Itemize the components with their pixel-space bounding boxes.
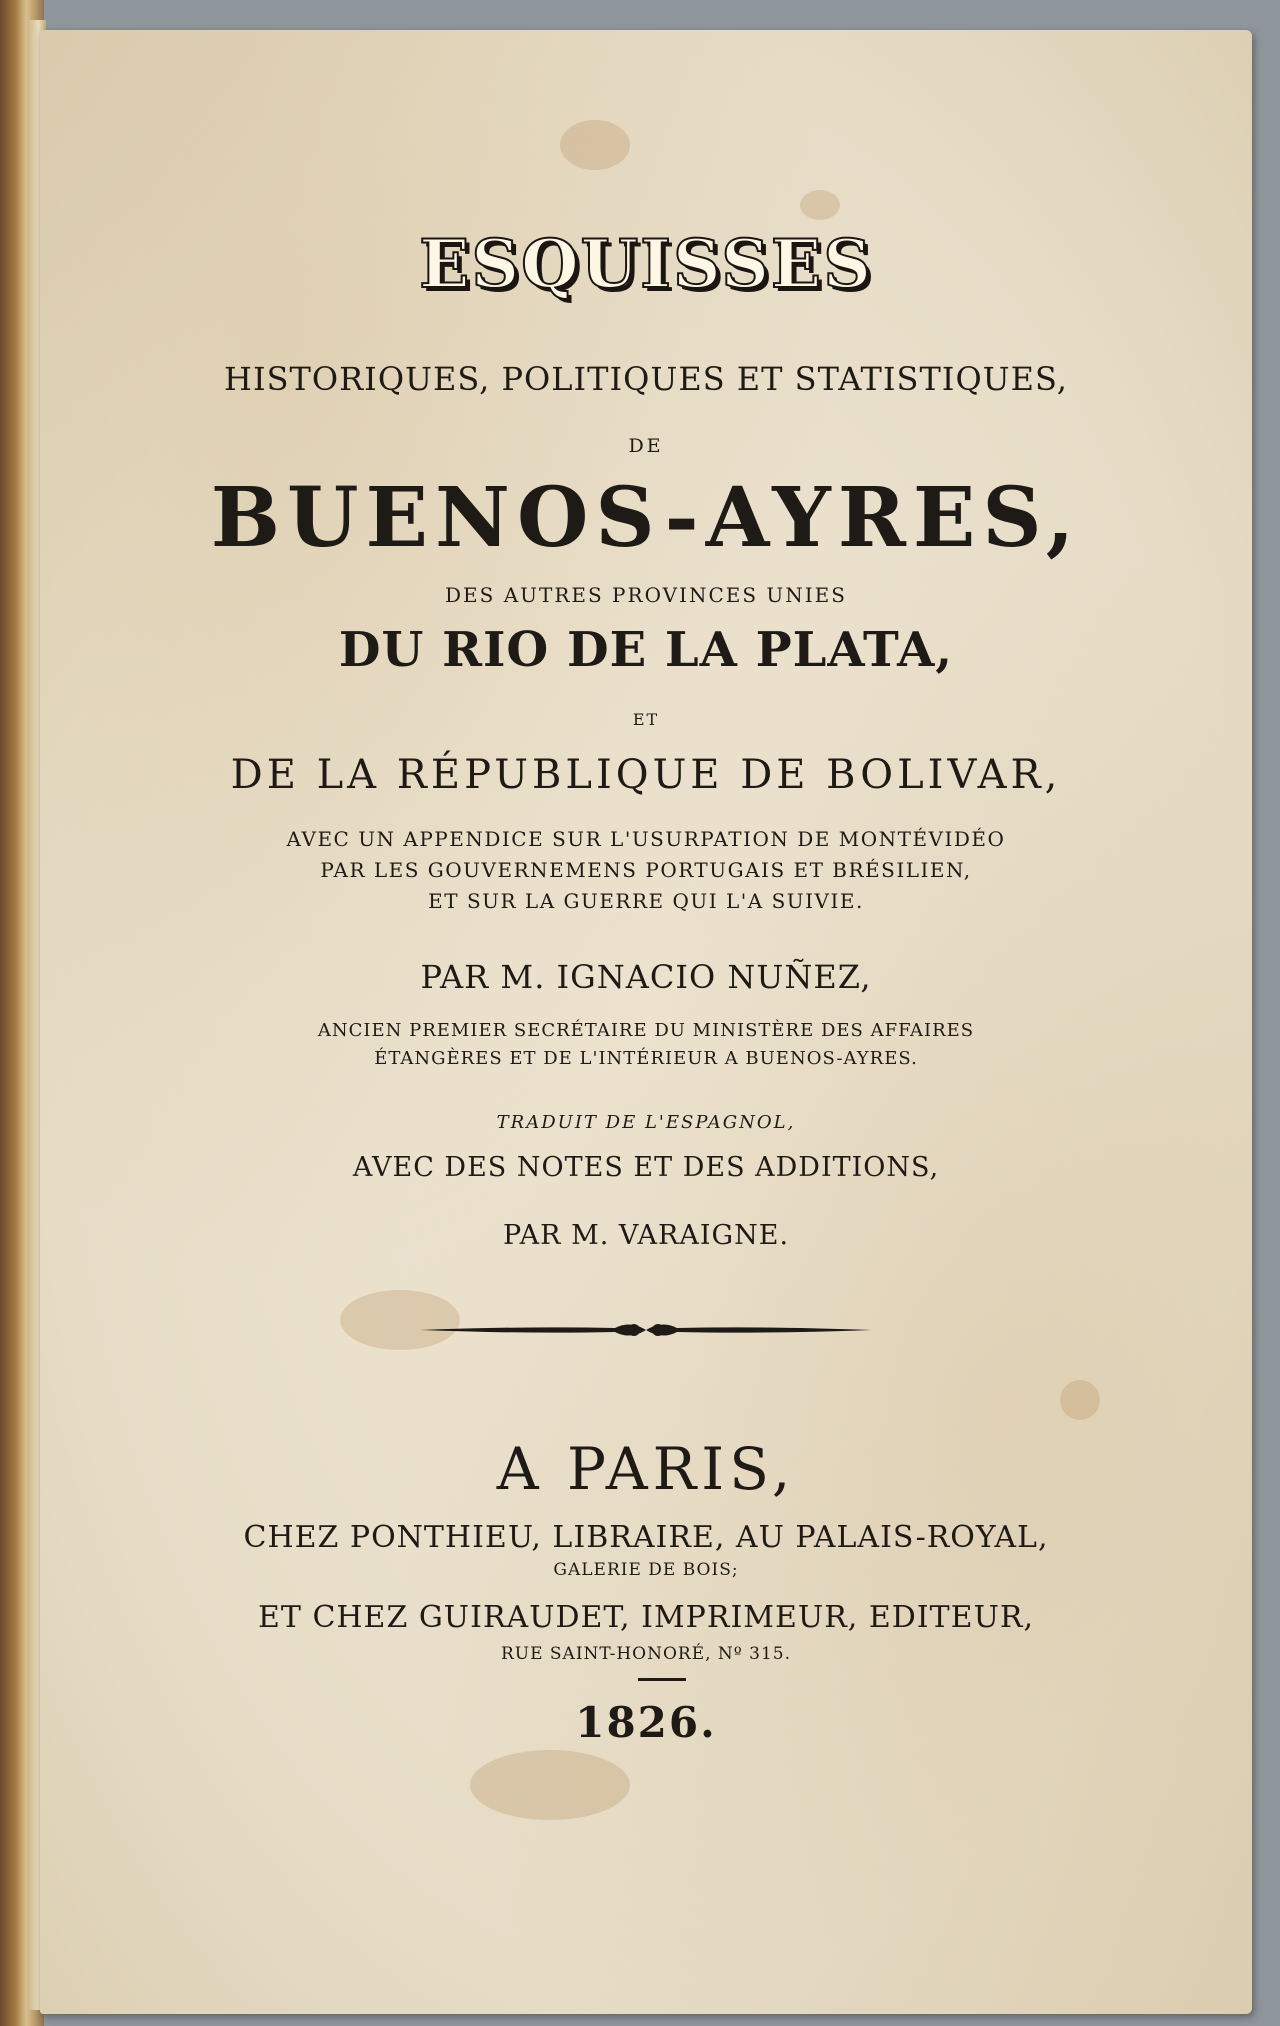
- foxing-spot: [470, 1750, 630, 1820]
- publisher-line: CHEZ PONTHIEU, LIBRAIRE, AU PALAIS-ROYAL,: [243, 1520, 1049, 1555]
- notes-line: AVEC DES NOTES ET DES ADDITIONS,: [352, 1152, 940, 1183]
- translator-line: PAR M. VARAIGNE.: [502, 1220, 790, 1251]
- main-title: ESQUISSES: [419, 225, 873, 303]
- rio-de-la-plata: DU RIO DE LA PLATA,: [338, 622, 954, 678]
- subtitle: HISTORIQUES, POLITIQUES ET STATISTIQUES,: [224, 360, 1068, 398]
- appendix-line: ET SUR LA GUERRE QUI L'A SUIVIE.: [428, 889, 864, 913]
- republique-line: DE LA RÉPUBLIQUE DE BOLIVAR,: [230, 752, 1062, 798]
- publisher-address: GALERIE DE BOIS;: [553, 1560, 739, 1580]
- paris-line: A PARIS,: [496, 1435, 796, 1503]
- et-line: ET: [632, 710, 660, 729]
- title-page: [40, 30, 1252, 2014]
- author-role: ÉTANGÈRES ET DE L'INTÉRIEUR A BUENOS-AYRES.: [374, 1048, 918, 1069]
- translated-line: TRADUIT DE L'ESPAGNOL,: [496, 1112, 796, 1133]
- foxing-spot: [560, 120, 630, 170]
- autres-provinces: DES AUTRES PROVINCES UNIES: [445, 583, 847, 607]
- short-rule: [638, 1678, 686, 1681]
- author-role: ANCIEN PREMIER SECRÉTAIRE DU MINISTÈRE DES AFFAIRES: [317, 1020, 975, 1041]
- publisher-line: ET CHEZ GUIRAUDET, IMPRIMEUR, EDITEUR,: [258, 1600, 1034, 1635]
- appendix-line: AVEC UN APPENDICE SUR L'USURPATION DE MONTÉVIDÉO: [286, 827, 1006, 851]
- ornament-rule: [420, 1315, 872, 1345]
- city-title: BUENOS-AYRES,: [210, 470, 1082, 566]
- foxing-spot: [800, 190, 840, 220]
- publisher-address: RUE SAINT-HONORÉ, Nº 315.: [500, 1644, 792, 1664]
- author-line: PAR M. IGNACIO NUÑEZ,: [420, 958, 872, 996]
- publication-year: 1826.: [575, 1698, 717, 1747]
- appendix-line: PAR LES GOUVERNEMENS PORTUGAIS ET BRÉSILIEN,: [320, 858, 972, 882]
- foxing-spot: [1060, 1380, 1100, 1420]
- de-line: DE: [628, 435, 664, 457]
